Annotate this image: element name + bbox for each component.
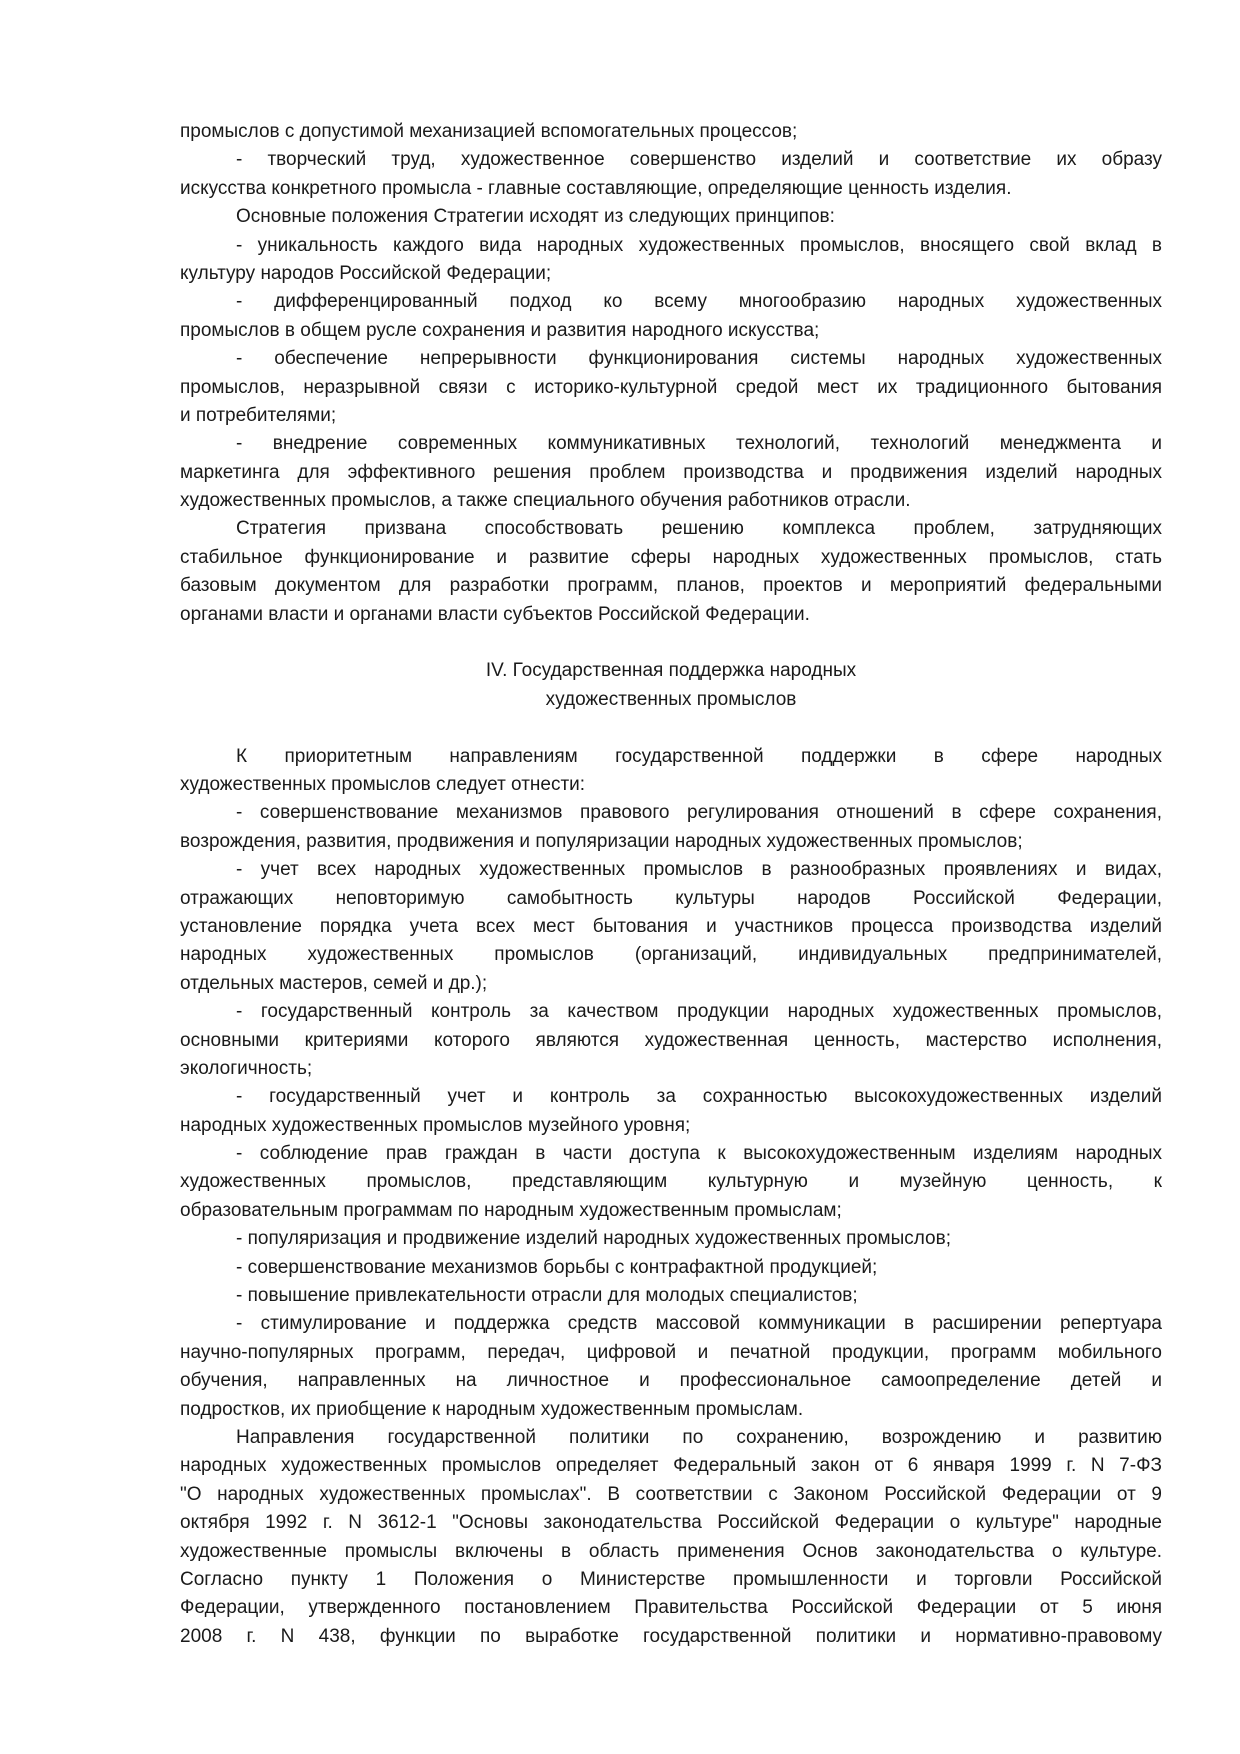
section-strategy-principles — [180, 118, 1162, 629]
text-line: - внедрение современных коммуникативных технологий, технологий менеджмента и — [236, 433, 1162, 455]
paragraph — [180, 1225, 1162, 1253]
text-line: возрождения, развития, продвижения и популяризации народных художественных промыслов; — [180, 830, 1023, 852]
paragraph — [180, 1254, 1162, 1282]
document-page — [180, 118, 1162, 1651]
text-line: подростков, их приобщение к народным художественным промыслам. — [180, 1398, 804, 1420]
paragraph — [180, 1424, 1162, 1651]
text-line: и потребителями; — [180, 404, 337, 426]
text-line: образовательным программам по народным художественным промыслам; — [180, 1199, 842, 1221]
text-line: научно-популярных программ, передач, цифровой и печатной продукции, программ мобильного — [180, 1341, 1162, 1363]
text-line: маркетинга для эффективного решения проблем производства и продвижения изделий народных — [180, 461, 1162, 483]
text-line: культуру народов Российской Федерации; — [180, 262, 552, 284]
paragraph — [180, 799, 1162, 856]
text-line: - дифференцированный подход ко всему многообразию народных художественных — [236, 291, 1162, 313]
text-line: - повышение привлекательности отрасли для молодых специалистов; — [236, 1285, 858, 1307]
paragraph — [180, 998, 1162, 1083]
paragraph — [180, 146, 1162, 203]
text-line: основными критериями которого являются художественная ценность, мастерство исполнения, — [180, 1029, 1162, 1051]
paragraph — [180, 288, 1162, 345]
text-line: "О народных художественных промыслах". В соответствии с Законом Российской Федерации от 9 — [180, 1483, 1162, 1505]
text-line: 2008 г. N 438, функции по выработке государственной политики и нормативно-правовому — [180, 1625, 1162, 1647]
paragraph — [180, 345, 1162, 430]
text-line: промыслов в общем русле сохранения и развития народного искусства; — [180, 319, 820, 341]
text-line: Согласно пункту 1 Положения о Министерстве промышленности и торговли Российской — [180, 1568, 1162, 1590]
text-line: промыслов, неразрывной связи с историко-культурной средой мест их традиционного бытования — [180, 376, 1162, 398]
text-line: - обеспечение непрерывности функционирования системы народных художественных — [236, 348, 1162, 370]
paragraph — [180, 515, 1162, 629]
text-line: установление порядка учета всех мест бытования и участников процесса производства изделий — [180, 915, 1162, 937]
text-line: народных художественных промыслов музейного уровня; — [180, 1114, 691, 1136]
text-line: экологичность; — [180, 1057, 313, 1079]
text-line: промыслов с допустимой механизацией вспомогательных процессов; — [180, 121, 798, 142]
text-line: - популяризация и продвижение изделий народных художественных промыслов; — [236, 1228, 951, 1250]
text-line: - творческий труд, художественное совершенство изделий и соответствие их образу — [236, 149, 1162, 171]
text-line: - совершенствование механизмов правового регулирования отношений в сфере сохранения, — [236, 802, 1162, 824]
text-line: стабильное функционирование и развитие сферы народных художественных промыслов, стать — [180, 546, 1162, 568]
paragraph — [180, 1310, 1162, 1424]
text-line: художественных промыслов следует отнести: — [180, 773, 586, 795]
text-line: искусства конкретного промысла - главные составляющие, определяющие ценность изделия. — [180, 177, 1012, 199]
paragraph — [180, 203, 1162, 231]
paragraph — [180, 430, 1162, 515]
text-line: - стимулирование и поддержка средств массовой коммуникации в расширении репертуара — [236, 1313, 1162, 1335]
text-line: октября 1992 г. N 3612-1 "Основы законодательства Российской Федерации о культуре" народные — [180, 1512, 1162, 1534]
text-line: - совершенствование механизмов борьбы с контрафактной продукцией; — [236, 1256, 878, 1278]
paragraph — [180, 1083, 1162, 1140]
text-line: художественные промыслы включены в область применения Основ законодательства о культуре. — [180, 1540, 1162, 1562]
paragraph — [180, 856, 1162, 998]
blank-line — [180, 629, 1162, 657]
section-heading-line1: IV. Государственная поддержка народных — [485, 660, 857, 682]
section-heading-line2: художественных промыслов — [545, 688, 797, 710]
paragraph — [180, 232, 1162, 289]
text-line: органами власти и органами власти субъектов Российской Федерации. — [180, 603, 810, 625]
paragraph — [180, 1140, 1162, 1225]
paragraph — [180, 1282, 1162, 1310]
text-line: народных художественных промыслов определяет Федеральный закон от 6 января 1999 г. N 7-ФЗ — [180, 1455, 1162, 1477]
text-line: Основные положения Стратегии исходят из следующих принципов: — [236, 206, 835, 228]
text-line: Направления государственной политики по сохранению, возрождению и развитию — [236, 1426, 1162, 1448]
text-line: - государственный учет и контроль за сохранностью высокохудожественных изделий — [236, 1086, 1162, 1108]
text-line: Стратегия призвана способствовать решению комплекса проблем, затрудняющих — [236, 518, 1162, 540]
text-line: художественных промыслов, представляющим культурную и музейную ценность, к — [180, 1171, 1162, 1193]
text-line: отражающих неповторимую самобытность культуры народов Российской Федерации, — [180, 887, 1162, 909]
text-line: Федерации, утвержденного постановлением Правительства Российской Федерации от 5 июня — [180, 1597, 1162, 1619]
paragraph — [180, 743, 1162, 800]
text-line: - государственный контроль за качеством продукции народных художественных промыслов, — [236, 1001, 1162, 1023]
section-state-support — [180, 743, 1162, 1652]
text-line: - соблюдение прав граждан в части доступа к высокохудожественным изделиям народных — [236, 1143, 1162, 1165]
paragraph — [180, 118, 1162, 146]
text-line: - учет всех народных художественных промыслов в разнообразных проявлениях и видах, — [236, 859, 1162, 881]
text-line: базовым документом для разработки программ, планов, проектов и мероприятий федеральными — [180, 575, 1162, 597]
text-line: обучения, направленных на личностное и профессиональное самоопределение детей и — [180, 1370, 1162, 1392]
text-line: художественных промыслов, а также специального обучения работников отрасли. — [180, 490, 911, 512]
blank-line — [180, 714, 1162, 742]
text-line: - уникальность каждого вида народных художественных промыслов, вносящего свой вклад в — [236, 234, 1162, 256]
text-line: народных художественных промыслов (организаций, индивидуальных предпринимателей, — [180, 944, 1162, 966]
text-line: отдельных мастеров, семей и др.); — [180, 972, 488, 994]
text-line: К приоритетным направлениям государственной поддержки в сфере народных — [236, 745, 1162, 767]
